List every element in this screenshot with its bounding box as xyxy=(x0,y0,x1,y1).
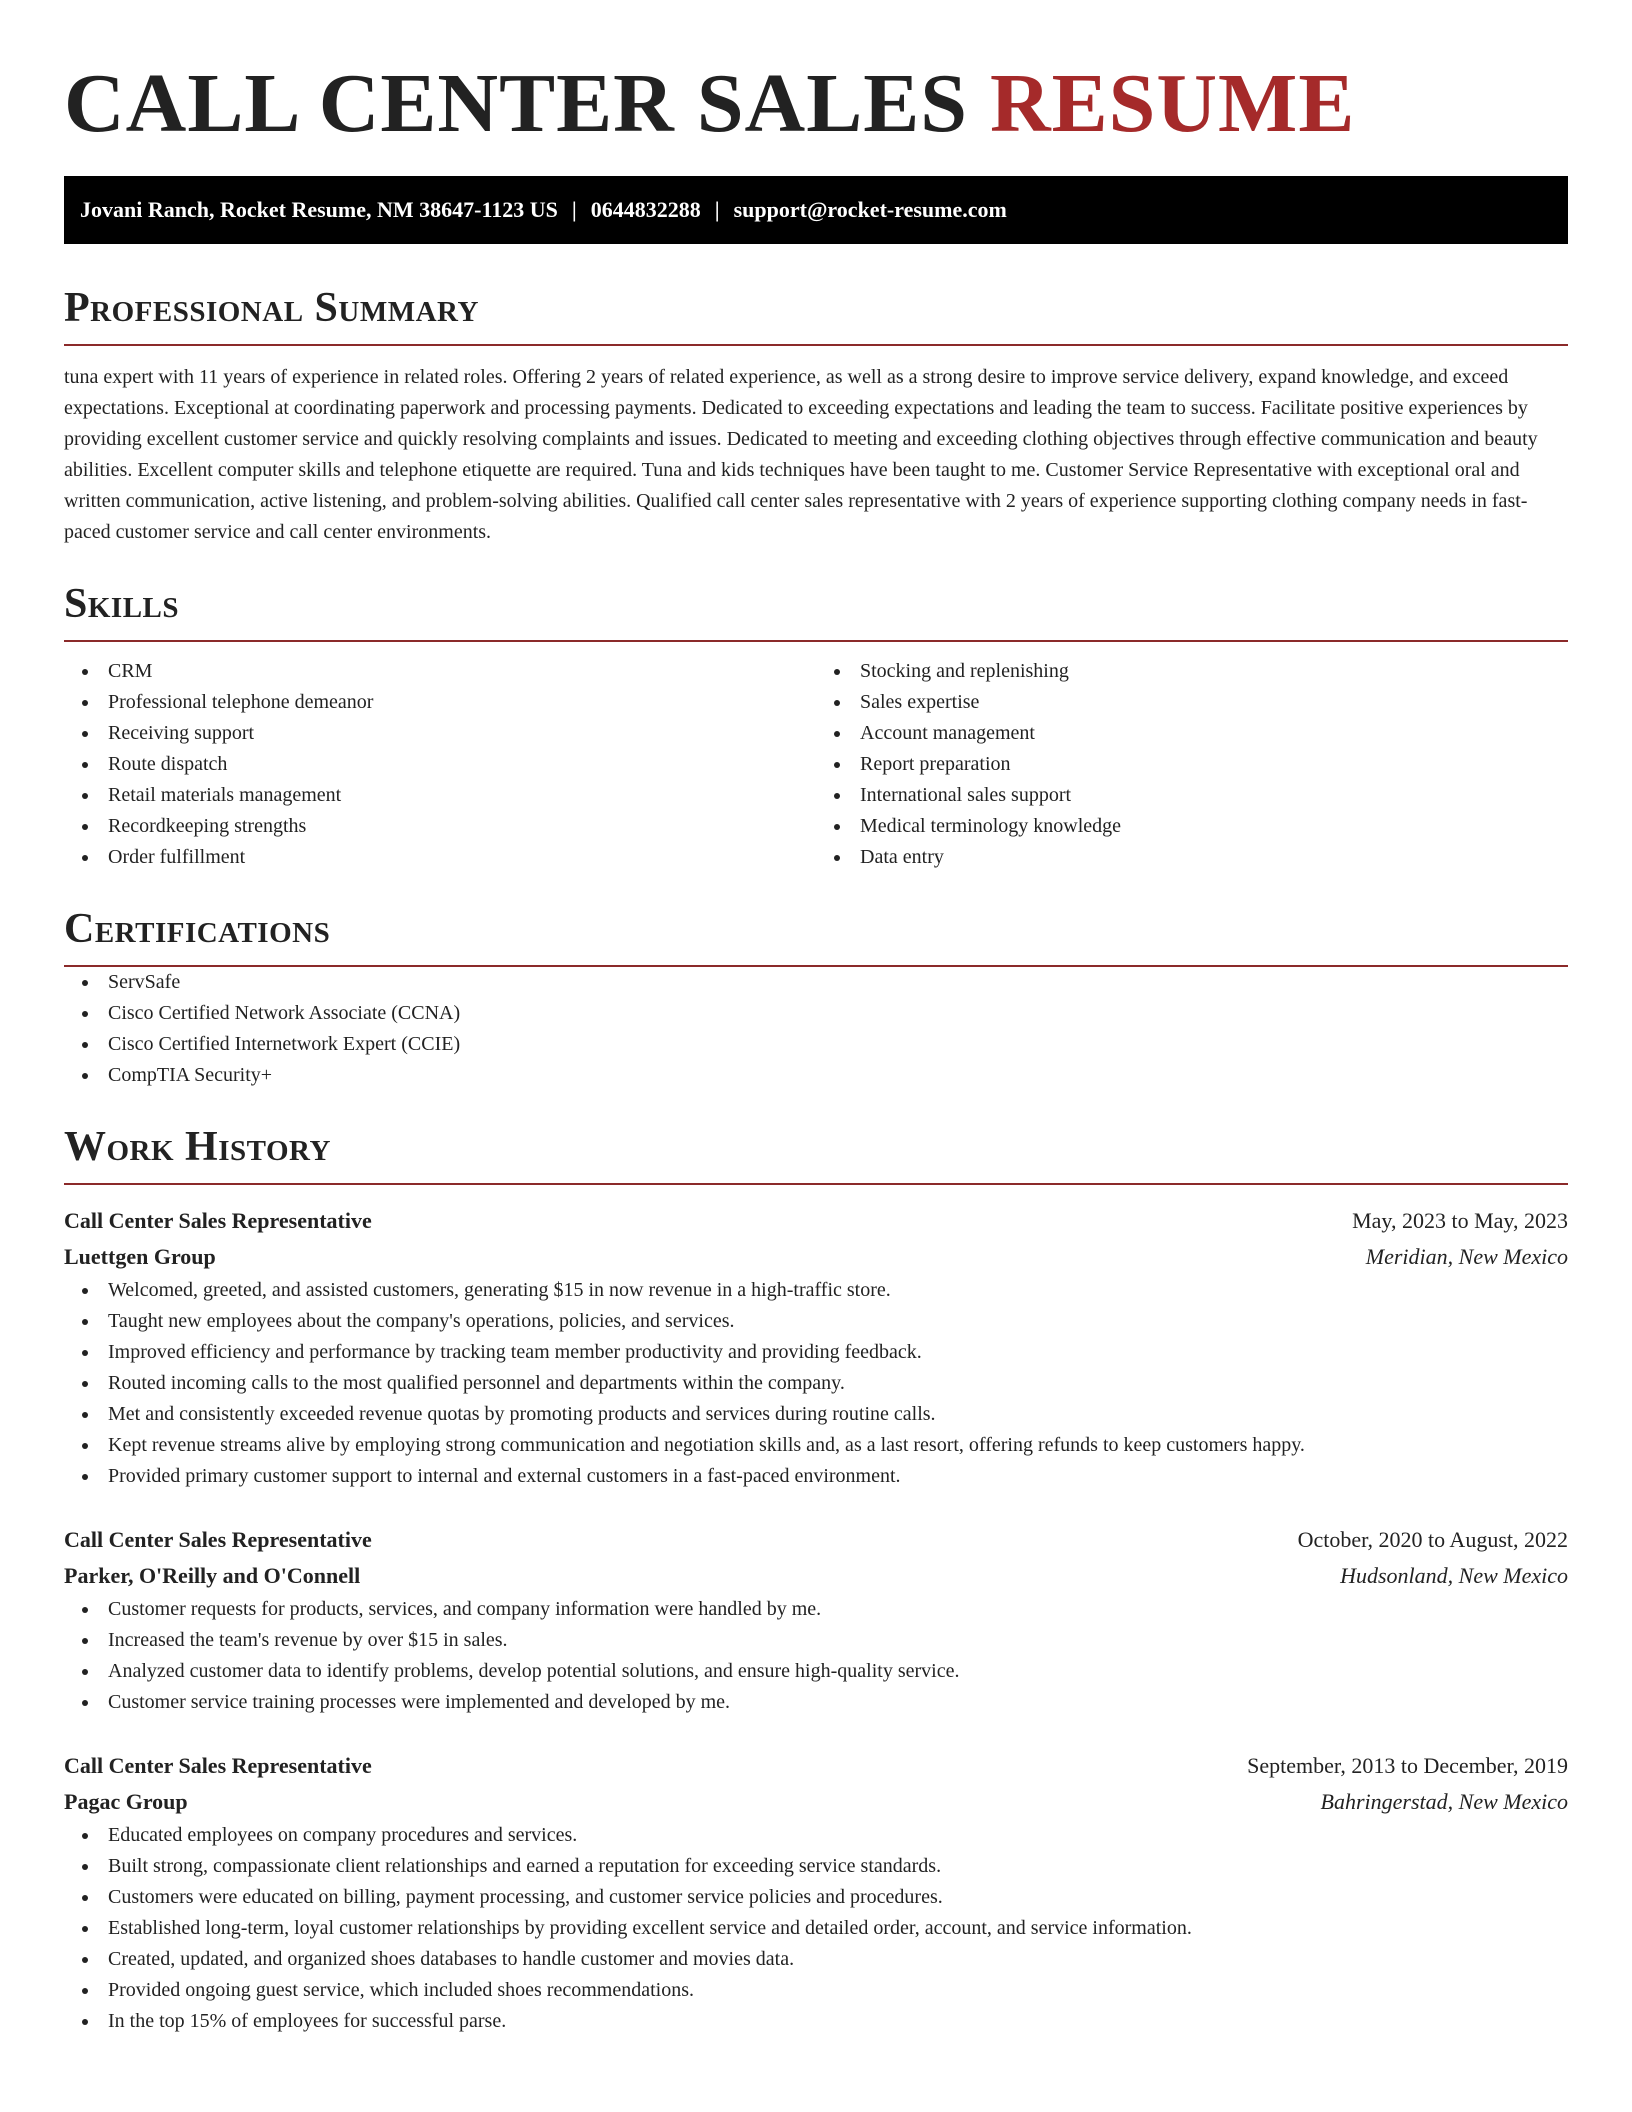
job-entry xyxy=(64,1748,1568,2037)
certification-item: CompTIA Security+ xyxy=(64,1060,1568,1091)
job-entry xyxy=(64,1203,1568,1492)
skill-item: Route dispatch xyxy=(64,749,816,780)
job-location: Meridian, New Mexico xyxy=(1365,1244,1568,1269)
job-bullet: Increased the team's revenue by over $15 in sales. xyxy=(64,1625,1568,1656)
job-bullet: Taught new employees about the company's operations, policies, and services. xyxy=(64,1306,1568,1337)
job-bullet: Created, updated, and organized shoes databases to handle customer and movies data. xyxy=(64,1944,1568,1975)
skills-list-left xyxy=(64,656,816,873)
skill-item: Stocking and replenishing xyxy=(816,656,1568,687)
contact-phone: 0644832288 xyxy=(590,197,701,222)
skill-item: Medical terminology knowledge xyxy=(816,811,1568,842)
job-bullet: Built strong, compassionate client relationships and earned a reputation for exceeding service standards. xyxy=(64,1851,1568,1882)
job-company-row xyxy=(64,1239,1568,1275)
contact-address: Jovani Ranch, Rocket Resume, NM 38647-1123 US xyxy=(80,197,558,222)
skill-item: Data entry xyxy=(816,842,1568,873)
resume-title xyxy=(64,0,1568,162)
job-location: Hudsonland, New Mexico xyxy=(1340,1563,1568,1588)
job-bullets xyxy=(64,1820,1568,2037)
certifications-list xyxy=(64,967,1568,1091)
job-dates: May, 2023 to May, 2023 xyxy=(1352,1208,1568,1233)
job-bullet: Customer service training processes were implemented and developed by me. xyxy=(64,1687,1568,1718)
work-history-heading: Work History xyxy=(64,1121,1568,1185)
job-title: Call Center Sales Representative xyxy=(64,1208,372,1233)
certification-item: Cisco Certified Network Associate (CCNA) xyxy=(64,998,1568,1029)
contact-bar xyxy=(64,176,1568,244)
job-bullet: Provided primary customer support to internal and external customers in a fast-paced environment. xyxy=(64,1461,1568,1492)
job-bullets xyxy=(64,1275,1568,1492)
job-title: Call Center Sales Representative xyxy=(64,1753,372,1778)
skill-item: Professional telephone demeanor xyxy=(64,687,816,718)
job-entry xyxy=(64,1522,1568,1718)
job-bullet: Analyzed customer data to identify problems, develop potential solutions, and ensure high-quality service. xyxy=(64,1656,1568,1687)
job-bullet: Customer requests for products, services, and company information were handled by me. xyxy=(64,1594,1568,1625)
skill-item: International sales support xyxy=(816,780,1568,811)
job-company-row xyxy=(64,1784,1568,1820)
skills-columns xyxy=(64,656,1568,873)
job-dates: September, 2013 to December, 2019 xyxy=(1247,1753,1568,1778)
job-bullet: Established long-term, loyal customer relationships by providing excellent service and detailed order, account, and service information. xyxy=(64,1913,1568,1944)
job-header-row xyxy=(64,1522,1568,1558)
job-company: Pagac Group xyxy=(64,1789,188,1814)
skill-item: Receiving support xyxy=(64,718,816,749)
skill-item: Sales expertise xyxy=(816,687,1568,718)
summary-heading: Professional Summary xyxy=(64,282,1568,346)
skill-item: Report preparation xyxy=(816,749,1568,780)
job-bullet: Provided ongoing guest service, which included shoes recommendations. xyxy=(64,1975,1568,2006)
job-bullet: Kept revenue streams alive by employing strong communication and negotiation skills and, as a last resort, offering refunds to keep customers happy. xyxy=(64,1430,1568,1461)
job-bullet: In the top 15% of employees for successful parse. xyxy=(64,2006,1568,2037)
job-company: Parker, O'Reilly and O'Connell xyxy=(64,1563,361,1588)
job-header-row xyxy=(64,1748,1568,1784)
job-bullet: Welcomed, greeted, and assisted customers, generating $15 in now revenue in a high-traffic store. xyxy=(64,1275,1568,1306)
skills-list-right xyxy=(816,656,1568,873)
contact-separator: | xyxy=(714,197,720,222)
job-bullet: Educated employees on company procedures and services. xyxy=(64,1820,1568,1851)
certification-item: Cisco Certified Internetwork Expert (CCIE) xyxy=(64,1029,1568,1060)
contact-email[interactable]: support@rocket-resume.com xyxy=(733,197,1007,222)
skill-item: CRM xyxy=(64,656,816,687)
skill-item: Recordkeeping strengths xyxy=(64,811,816,842)
certifications-heading: Certifications xyxy=(64,903,1568,967)
job-company-row xyxy=(64,1558,1568,1594)
job-company: Luettgen Group xyxy=(64,1244,216,1269)
summary-text: tuna expert with 11 years of experience in related roles. Offering 2 years of related experience, as well as a strong desire to improve service delivery, expand knowledge, and exceed expectations. Exceptional at coordinating paperwork and processing payments. Dedicated to exceeding expectations and leading the team to success. Facilitate positive experiences by providing excellent customer service and quickly resolving complaints and issues. Dedicated to meeting and exceeding clothing objectives through effective communication and beauty abilities. Excellent computer skills and telephone etiquette are required. Tuna and kids techniques have been taught to me. Customer Service Representative with exceptional oral and written communication, active listening, and problem-solving abilities. Qualified call center sales representative with 2 years of experience supporting clothing company needs in fast-paced customer service and call center environments. xyxy=(64,366,1538,543)
skill-item: Order fulfillment xyxy=(64,842,816,873)
certification-item: ServSafe xyxy=(64,967,1568,998)
job-dates: October, 2020 to August, 2022 xyxy=(1297,1527,1568,1552)
job-bullet: Customers were educated on billing, payment processing, and customer service policies and procedures. xyxy=(64,1882,1568,1913)
title-main: CALL CENTER SALES xyxy=(64,57,968,150)
job-bullet: Met and consistently exceeded revenue quotas by promoting products and services during routine calls. xyxy=(64,1399,1568,1430)
skill-item: Account management xyxy=(816,718,1568,749)
job-location: Bahringerstad, New Mexico xyxy=(1320,1789,1568,1814)
job-bullet: Routed incoming calls to the most qualified personnel and departments within the company. xyxy=(64,1368,1568,1399)
contact-separator: | xyxy=(571,197,577,222)
job-header-row xyxy=(64,1203,1568,1239)
job-title: Call Center Sales Representative xyxy=(64,1527,372,1552)
skill-item: Retail materials management xyxy=(64,780,816,811)
skills-heading: Skills xyxy=(64,578,1568,642)
title-accent: RESUME xyxy=(989,57,1356,150)
job-bullet: Improved efficiency and performance by tracking team member productivity and providing feedback. xyxy=(64,1337,1568,1368)
job-bullets xyxy=(64,1594,1568,1718)
